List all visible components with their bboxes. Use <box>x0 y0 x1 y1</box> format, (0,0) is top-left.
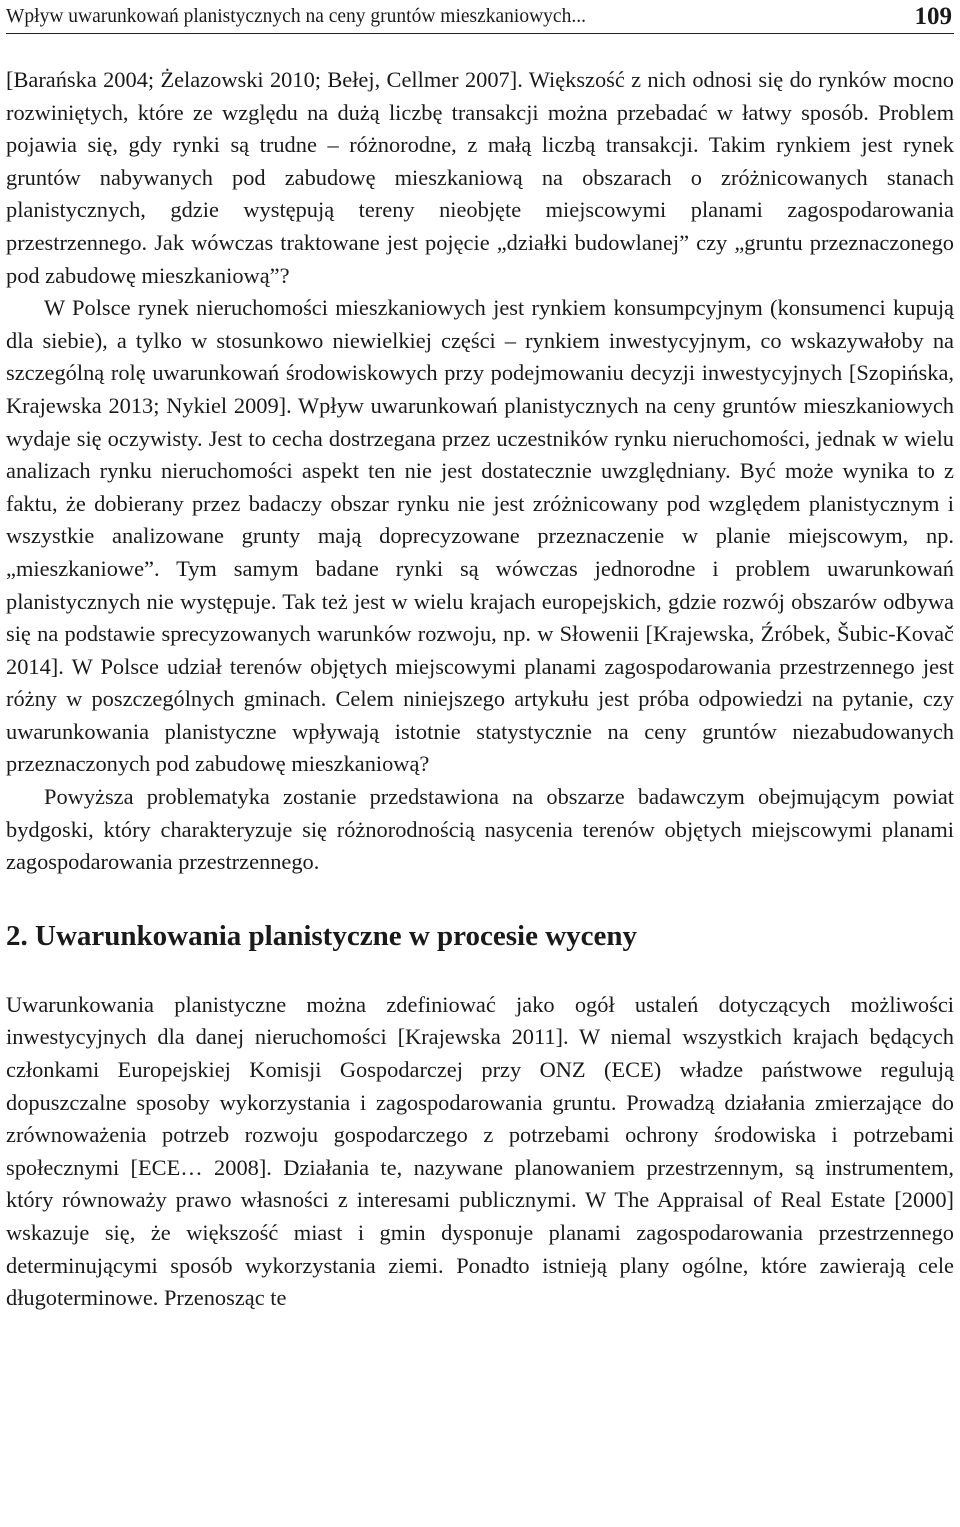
paragraph-continued: [Barańska 2004; Żelazowski 2010; Bełej, Cellmer 2007]. Większość z nich odnosi się do rynków mocno rozwiniętych, które ze względu na dużą liczbę transakcji można przebadać w łatwy sposób. Problem pojawia się, gdy rynki są trudne – różnorodne, z małą liczbą transakcji. Takim rynkiem jest rynek gruntów nabywanych pod zabudowę mieszkaniową na obszarach o zróżnicowanych stanach planistycznych, gdzie występują tereny nieobjęte miejscowymi planami zagospodarowania przestrzennego. Jak wówczas traktowane jest pojęcie „działki budowlanej” czy „gruntu przeznaczonego pod zabudowę mieszkaniową”? <box>6 67 954 288</box>
paragraph: W Polsce rynek nieruchomości mieszkaniowych jest rynkiem konsumpcyjnym (konsumenci kupują dla siebie), a tylko w stosunkowo niewielkiej części – rynkiem inwestycyjnym, co wskazywałoby na szczególną rolę uwarunkowań środowiskowych przy podejmowaniu decyzji inwestycyjnych [Szopińska, Krajewska 2013; Nykiel 2009]. Wpływ uwarunkowań planistycznych na ceny gruntów mieszkaniowych wydaje się oczywisty. Jest to cecha dostrzegana przez uczestników rynku nieruchomości, jednak w wielu analizach rynku nieruchomości aspekt ten nie jest dostatecznie uwzględniany. Być może wynika to z faktu, że dobierany przez badaczy obszar rynku nie jest zróżnicowany pod względem planistycznym i wszystkie analizowane grunty mają doprecyzowane przeznaczenie w planie miejscowym, np. „mieszkaniowe”. Tym samym badane rynki są wówczas jednorodne i problem uwarunkowań planistycznych nie występuje. Tak też jest w wielu krajach europejskich, gdzie rozwój obszarów odbywa się na podstawie sprecyzowanych warunków rozwoju, np. w Słowenii [Krajewska, Źróbek, Šubic-Kovač 2014]. W Polsce udział terenów objętych miejscowymi planami zagospodarowania przestrzennego jest różny w poszczególnych gminach. Celem niniejszego artykułu jest próba odpowiedzi na pytanie, czy uwarunkowania planistyczne wpływają istotnie statystycznie na ceny gruntów niezabudowanych przeznaczonych pod zabudowę mieszkaniową? <box>6 295 954 777</box>
section-number: 2. <box>6 919 28 952</box>
running-title: Wpływ uwarunkowań planistycznych na ceny gruntów mieszkaniowych... <box>6 6 586 27</box>
paragraph: Powyższa problematyka zostanie przedstawiona na obszarze badawczym obejmującym powiat bydgoski, który charakteryzuje się różnorodnością nasycenia terenów objętych miejscowymi planami zagospodarowania przestrzennego. <box>6 784 954 875</box>
body-text <box>6 64 954 1315</box>
paragraph: Uwarunkowania planistyczne można zdefiniować jako ogół ustaleń dotyczących możliwości inwestycyjnych dla danej nieruchomości [Krajewska 2011]. W niemal wszystkich krajach będących członkami Europejskiej Komisji Gospodarczej przy ONZ (ECE) władze państwowe regulują dopuszczalne sposoby wykorzystania i zagospodarowania gruntu. Prowadzą działania zmierzające do zrównoważenia potrzeb rozwoju gospodarczego z potrzebami ochrony środowiska i potrzebami społecznymi [ECE… 2008]. Działania te, nazywane planowaniem przestrzennym, są instrumentem, który równoważy prawo własności z interesami publicznymi. W The Appraisal of Real Estate [2000] wskazuje się, że większość miast i gmin dysponuje planami zagospodarowania przestrzennego determinującymi sposób wykorzystania ziemi. Ponadto istnieją plany ogólne, które zawierają cele długoterminowe. Przenosząc te <box>6 991 954 1311</box>
page-number: 109 <box>914 3 952 30</box>
section-heading <box>6 917 954 955</box>
running-header <box>6 0 954 34</box>
section-title: Uwarunkowania planistyczne w procesie wyceny <box>35 919 638 952</box>
